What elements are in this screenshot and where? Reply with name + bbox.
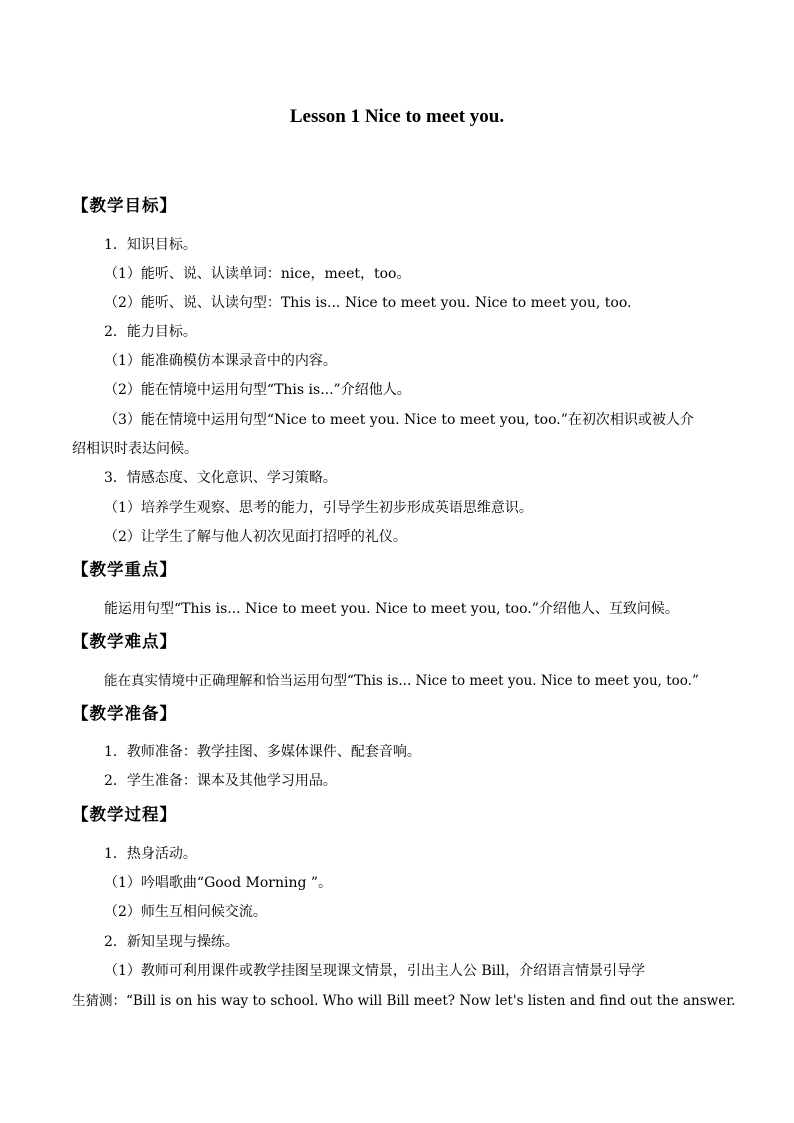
goals-line: （2）能在情境中运用句型“This is...”介绍他人。 xyxy=(104,382,411,398)
goals-line: （3）能在情境中运用句型“Nice to meet you. Nice to meet you, too.”在初次相识或被人介 xyxy=(104,412,694,428)
process-line: 生猜测：“Bill is on his way to school. Who will Bill meet? Now let's listen and find out the answer. xyxy=(72,993,736,1009)
section-heading-process: 【教学过程】 xyxy=(72,805,177,824)
key-points-line: 能运用句型“This is... Nice to meet you. Nice to meet you, too.”介绍他人、互致问候。 xyxy=(104,601,679,617)
goals-line: （2）能听、说、认读句型：This is... Nice to meet you. Nice to meet you, too. xyxy=(104,295,632,311)
preparation-line: 2．学生准备：课本及其他学习用品。 xyxy=(104,773,337,789)
section-heading-goals: 【教学目标】 xyxy=(72,196,177,215)
process-line: （1）教师可利用课件或教学挂图呈现课文情景，引出主人公 Bill，介绍语言情景引导学 xyxy=(104,963,646,979)
goals-line: （1）培养学生观察、思考的能力，引导学生初步形成英语思维意识。 xyxy=(104,500,533,516)
process-line: （2）师生互相问候交流。 xyxy=(104,904,267,920)
goals-line: 3．情感态度、文化意识、学习策略。 xyxy=(104,470,337,486)
section-heading-preparation: 【教学准备】 xyxy=(72,704,177,723)
difficulties-line: 能在真实情境中正确理解和恰当运用句型“This is... Nice to meet you. Nice to meet you, too.” xyxy=(104,673,699,689)
section-heading-key-points: 【教学重点】 xyxy=(72,560,177,579)
goals-line: （1）能准确模仿本课录音中的内容。 xyxy=(104,353,337,369)
goals-line: 2．能力目标。 xyxy=(104,324,197,340)
section-heading-difficulties: 【教学难点】 xyxy=(72,632,177,651)
process-line: 1．热身活动。 xyxy=(104,846,197,862)
goals-line: 1．知识目标。 xyxy=(104,237,197,253)
goals-line: 绍相识时表达问候。 xyxy=(72,441,198,457)
goals-line: （1）能听、说、认读单词：nice，meet，too。 xyxy=(104,266,411,282)
process-line: （1）吟唱歌曲“Good Morning ”。 xyxy=(104,875,333,891)
process-line: 2．新知呈现与操练。 xyxy=(104,934,239,950)
document-title: Lesson 1 Nice to meet you. xyxy=(289,106,505,127)
preparation-line: 1．教师准备：教学挂图、多媒体课件、配套音响。 xyxy=(104,744,421,760)
goals-line: （2）让学生了解与他人初次见面打招呼的礼仪。 xyxy=(104,529,407,545)
